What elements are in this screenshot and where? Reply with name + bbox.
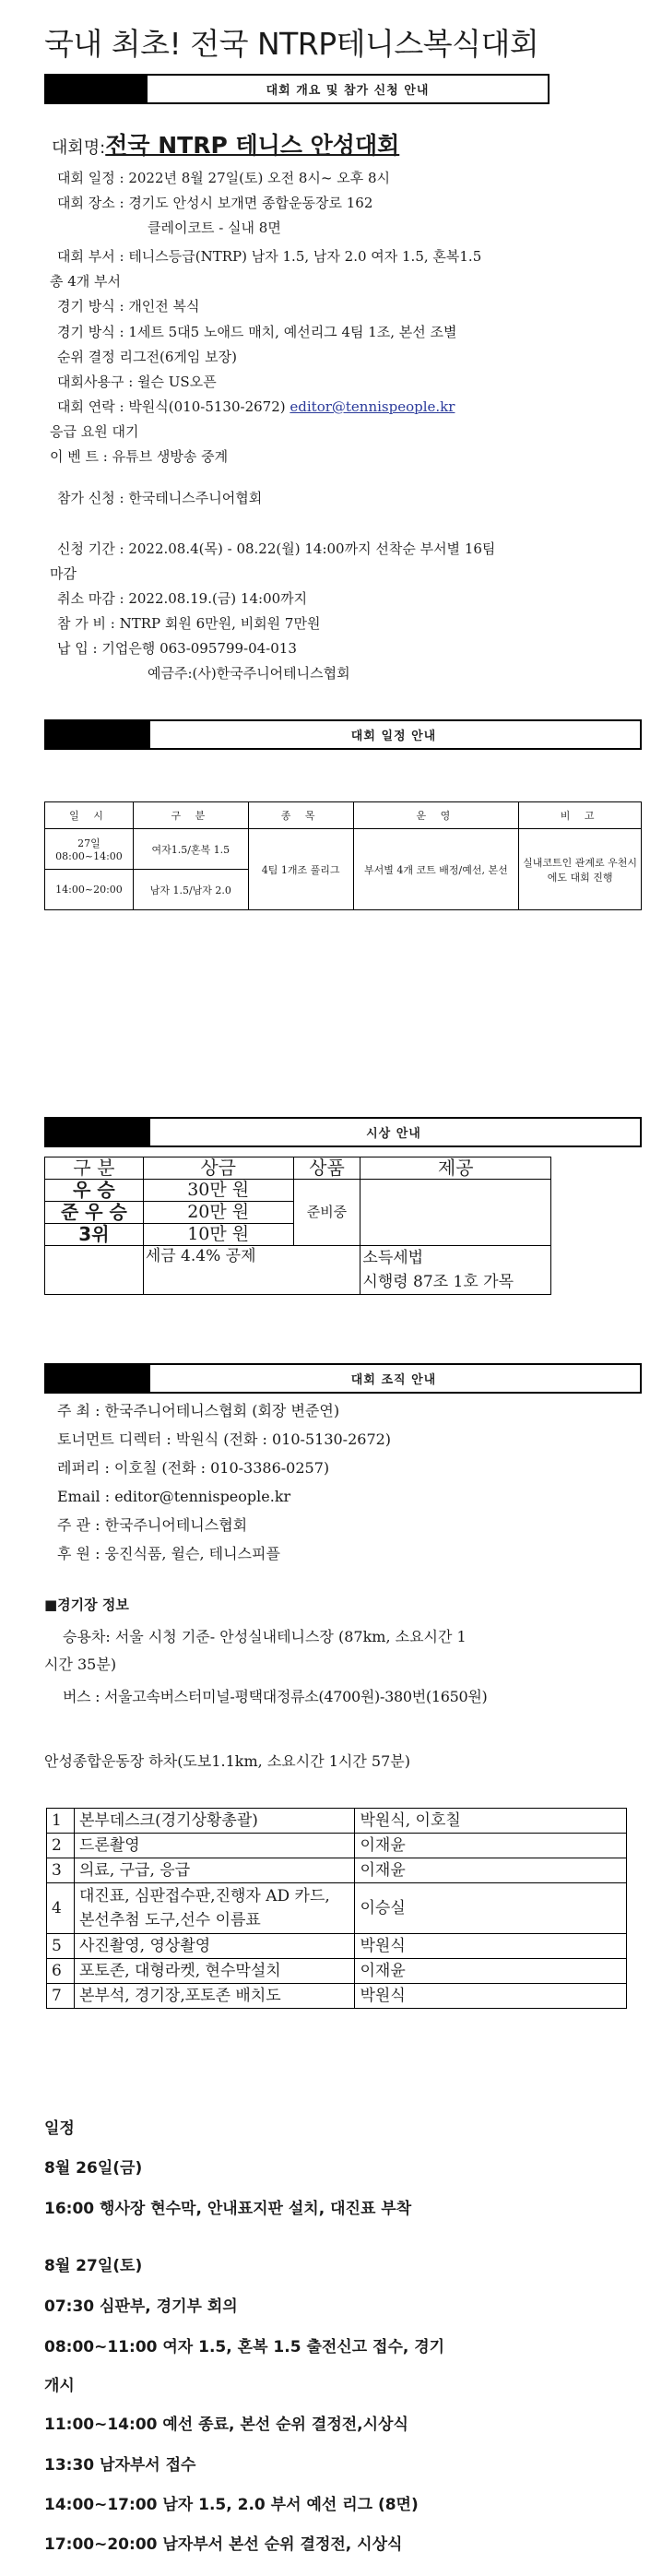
staff-person-cell: 박원식 (355, 1934, 627, 1959)
table-row (47, 1984, 627, 2009)
event-name-value: 전국 NTRP 테니스 안성대회 (105, 132, 400, 159)
event-venue-detail: 클레이코트 - 실내 8면 (148, 220, 281, 236)
venue-bus: 버스 : 서울고속버스터미널-평택대정류소(4700원)-380번(1650원) (63, 1688, 488, 1705)
staff-person-cell: 이재윤 (355, 1858, 627, 1883)
contact-email-link[interactable]: editor@tennispeople.kr (290, 398, 455, 415)
event-special: 이 벤 트 : 유튜브 생방송 중계 (50, 448, 229, 465)
event-emergency: 응급 요원 대기 (50, 423, 139, 440)
timeline-item: 08:00~11:00 여자 1.5, 혼복 1.5 출전신고 접수, 경기 (44, 2338, 445, 2356)
staff-task-cell: 본부석, 경기장,포토존 배치도 (74, 1984, 355, 2009)
tournament-director: 토너먼트 디렉터 : 박원식 (전화 : 010-5130-2672) (57, 1430, 392, 1448)
schedule-section-header (44, 719, 642, 750)
division-cell: 남자 1.5/남자 2.0 (133, 870, 248, 910)
table-header-row (45, 1157, 551, 1180)
rank-cell: 3위 (45, 1224, 144, 1246)
staff-task-cell: 사진촬영, 영상촬영 (74, 1934, 355, 1959)
table-row (45, 1180, 551, 1202)
provider-cell (360, 1180, 551, 1246)
staff-no-cell: 1 (47, 1809, 75, 1834)
event-cell: 4팀 1개조 풀리그 (248, 829, 353, 910)
sponsor: 후 원 : 웅진식품, 윌슨, 테니스피플 (57, 1545, 280, 1562)
host: 주 최 : 한국주니어테니스협회 (회장 변준연) (57, 1402, 340, 1419)
table-row (45, 1246, 551, 1295)
table-row (47, 1934, 627, 1959)
table-row (47, 1858, 627, 1883)
staff-table (46, 1808, 627, 2009)
event-venue: 대회 장소 : 경기도 안성시 보개면 종합운동장로 162 (57, 195, 373, 211)
tax-cell: 세금 4.4% 공제 (143, 1246, 360, 1295)
overview-header-text: 대회 개요 및 참가 신청 안내 (266, 84, 430, 98)
event-format-detail: 경기 방식 : 1세트 5대5 노애드 매치, 예선리그 4팀 1조, 본선 조별 (57, 324, 457, 340)
event-date: 대회 일정 : 2022년 8월 27일(토) 오전 8시~ 오후 8시 (57, 170, 390, 186)
column-header: 구 분 (133, 802, 248, 829)
rank-cell: 준 우 승 (45, 1202, 144, 1224)
prize-cell: 10만 원 (143, 1224, 293, 1246)
apply-org: 참가 신청 : 한국테니스주니어협회 (57, 490, 263, 506)
event-format: 경기 방식 : 개인전 복식 (57, 298, 200, 315)
staff-no-cell: 4 (47, 1883, 75, 1934)
timeline-item: 07:30 심판부, 경기부 회의 (44, 2297, 238, 2316)
law-text: 소득세법 (362, 1249, 424, 1267)
overview-section-header (44, 74, 550, 104)
staff-no-cell: 2 (47, 1834, 75, 1858)
table-row (45, 829, 642, 870)
organizer: 주 관 : 한국주니어테니스협회 (57, 1516, 248, 1534)
column-header: 비 고 (519, 802, 642, 829)
apply-period: 신청 기간 : 2022.08.4(목) - 08.22(월) 14:00까지 선착순 부서별 16팀 (57, 540, 496, 557)
event-name (52, 127, 399, 160)
schedule-header-text: 대회 일정 안내 (350, 730, 437, 743)
staff-task-cell: 의료, 구급, 응급 (74, 1858, 355, 1883)
staff-person-cell: 이재윤 (355, 1834, 627, 1858)
staff-person-cell: 박원식 (355, 1984, 627, 2009)
staff-no-cell: 5 (47, 1934, 75, 1959)
venue-info-title: ■경기장 정보 (44, 1597, 129, 1613)
payment-account: 납 입 : 기업은행 063-095799-04-013 (57, 640, 297, 657)
operation-cell: 부서별 4개 코트 배정/예선, 본선 (353, 829, 519, 910)
staff-no-cell: 3 (47, 1858, 75, 1883)
event-ball: 대회사용구 : 윌슨 US오픈 (57, 374, 217, 390)
timeline-item: 17:00~20:00 남자부서 본선 순위 결정전, 시상식 (44, 2535, 403, 2554)
timeline-item: 13:30 남자부서 접수 (44, 2456, 196, 2475)
account-holder: 예금주:(사)한국주니어테니스협회 (148, 665, 350, 682)
header-bar (46, 1365, 150, 1392)
event-division: 대회 부서 : 테니스등급(NTRP) 남자 1.5, 남자 2.0 여자 1.5, 혼복1.5 (57, 248, 482, 265)
contact-email: Email : editor@tennispeople.kr (57, 1488, 291, 1505)
table-header-row (45, 802, 642, 829)
prize-cell: 30만 원 (143, 1180, 293, 1202)
header-bar (46, 1119, 150, 1146)
apply-period-end: 마감 (50, 565, 77, 582)
law-cell (360, 1246, 551, 1295)
time-cell: 14:00~20:00 (45, 870, 134, 910)
division-cell: 여자1.5/혼복 1.5 (133, 829, 248, 870)
cancel-deadline: 취소 마감 : 2022.08.19.(금) 14:00까지 (57, 590, 308, 607)
organization-header-text: 대회 조직 안내 (350, 1373, 437, 1387)
staff-person-cell: 이승실 (355, 1883, 627, 1934)
staff-task-cell: 드론촬영 (74, 1834, 355, 1858)
organization-section-header (44, 1363, 642, 1394)
timeline-item: 개시 (44, 2377, 75, 2395)
timeline-item: 11:00~14:00 예선 종료, 본선 순위 결정전,시상식 (44, 2416, 408, 2434)
venue-car-2: 시간 35분) (44, 1656, 117, 1673)
timeline-day-1: 8월 26일(금) (44, 2159, 143, 2178)
timeline-day-2: 8월 27일(토) (44, 2257, 143, 2275)
timeline-title: 일정 (44, 2119, 75, 2138)
venue-car: 승용차: 서울 시청 기준- 안성실내테니스장 (87km, 소요시간 1 (63, 1628, 467, 1645)
header-bar (46, 721, 150, 748)
table-row (47, 1809, 627, 1834)
event-division-count: 총 4개 부서 (50, 273, 122, 290)
table-row (47, 1883, 627, 1934)
column-header: 상금 (143, 1157, 293, 1180)
note-cell: 실내코트인 관계로 우천시에도 대회 진행 (519, 829, 642, 910)
staff-task-cell: 대진표, 심판접수판,진행자 AD 카드, 본선추첨 도구,선수 이름표 (74, 1883, 355, 1934)
law-text-2: 시행령 87조 1호 가목 (362, 1273, 514, 1291)
goods-cell: 준비중 (293, 1180, 360, 1246)
event-contact (57, 398, 455, 416)
venue-bus-2: 안성종합운동장 하차(도보1.1km, 소요시간 1시간 57분) (44, 1752, 410, 1770)
empty-cell (45, 1246, 144, 1295)
staff-person-cell: 이재윤 (355, 1959, 627, 1984)
staff-person-cell: 박원식, 이호칠 (355, 1809, 627, 1834)
staff-task-cell: 본부데스크(경기상황총괄) (74, 1809, 355, 1834)
table-row (47, 1834, 627, 1858)
staff-no-cell: 7 (47, 1984, 75, 2009)
header-bar (46, 76, 148, 102)
table-row (47, 1959, 627, 1984)
column-header: 구 분 (45, 1157, 144, 1180)
awards-section-header (44, 1117, 642, 1147)
page-title: 국내 최초! 전국 NTRP테니스복식대회 (44, 26, 539, 62)
timeline-day-1-item: 16:00 행사장 현수막, 안내표지판 설치, 대진표 부착 (44, 2200, 412, 2218)
column-header: 상품 (293, 1157, 360, 1180)
timeline-item: 14:00~17:00 남자 1.5, 2.0 부서 예선 리그 (8면) (44, 2496, 419, 2514)
entry-fee: 참 가 비 : NTRP 회원 6만원, 비회원 7만원 (57, 615, 321, 632)
schedule-table (44, 801, 642, 910)
time-cell: 27일 08:00~14:00 (45, 829, 134, 870)
awards-table (44, 1157, 551, 1295)
staff-no-cell: 6 (47, 1959, 75, 1984)
column-header: 제공 (360, 1157, 551, 1180)
event-name-label: 대회명: (52, 138, 106, 158)
contact-text: 대회 연락 : 박원식(010-5130-2672) (57, 398, 290, 415)
event-format-detail-2: 순위 결정 리그전(6게임 보장) (57, 349, 237, 365)
column-header: 일 시 (45, 802, 134, 829)
staff-task-cell: 포토존, 대형라켓, 현수막설치 (74, 1959, 355, 1984)
column-header: 운 영 (353, 802, 519, 829)
referee: 레퍼리 : 이호칠 (전화 : 010-3386-0257) (57, 1459, 330, 1477)
rank-cell: 우 승 (45, 1180, 144, 1202)
column-header: 종 목 (248, 802, 353, 829)
awards-header-text: 시상 안내 (366, 1127, 421, 1141)
prize-cell: 20만 원 (143, 1202, 293, 1224)
